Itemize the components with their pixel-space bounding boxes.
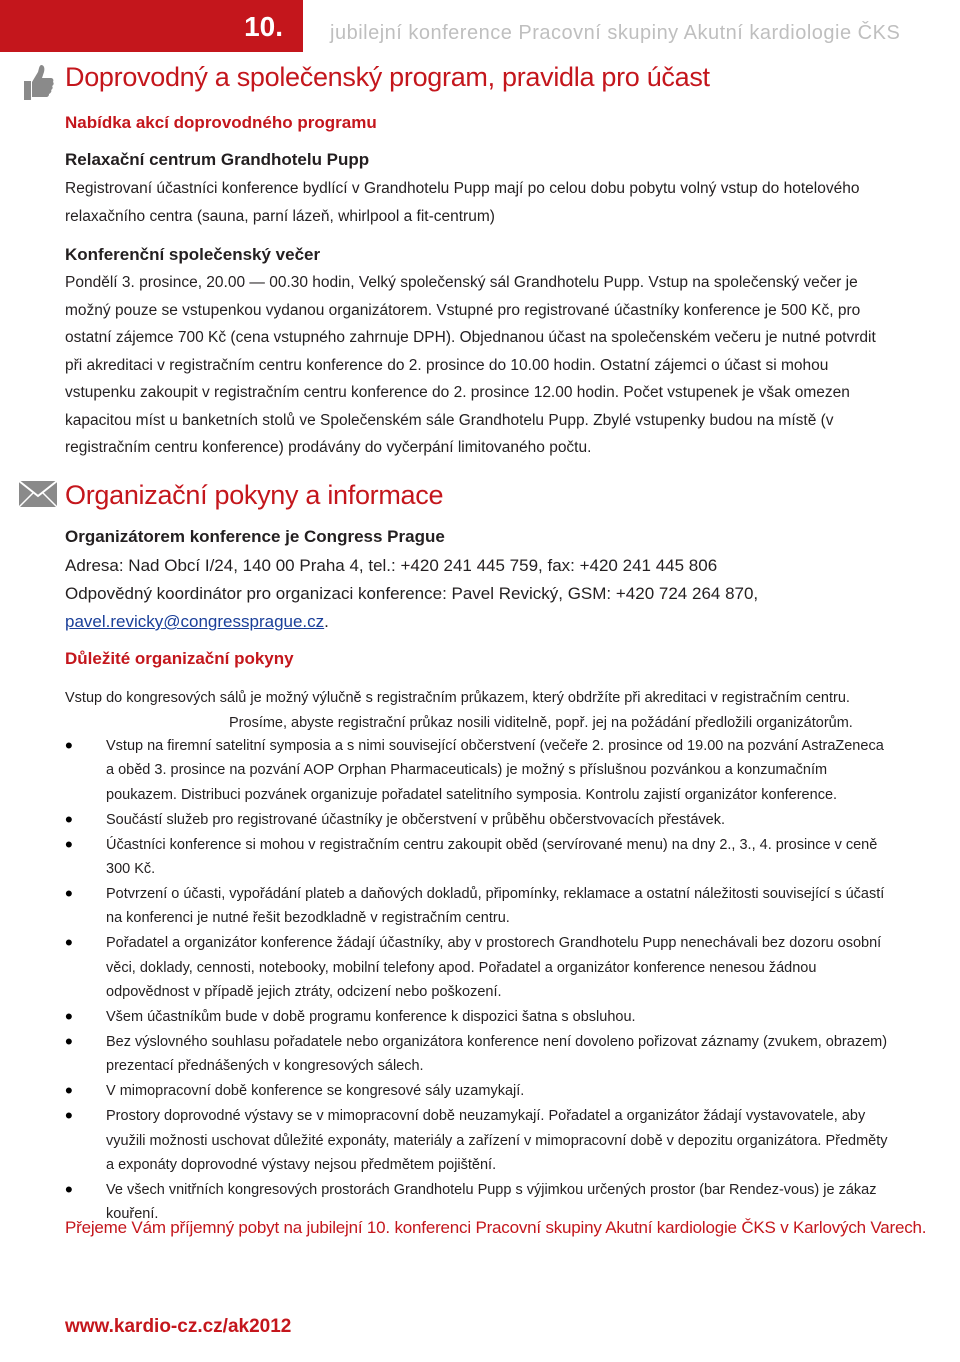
header-title: jubilejní konference Pracovní skupiny Akutní kardiologie ČKS <box>330 22 901 44</box>
list-item: • Bez výslovného souhlasu pořadatele nebo organizátora konference není dovoleno pořizovat záznamy (zvukem, obrazem) prezentací přednášených v kongresových sálech. <box>65 1030 895 1079</box>
issue-number-box <box>0 0 303 52</box>
list-item: • Ve všech vnitřních kongresových prostorách Grandhotelu Pupp s výjimkou určených prostor (bar Rendez-vous) je zákaz kouření. <box>65 1178 895 1227</box>
evening-text: Pondělí 3. prosince, 20.00 — 00.30 hodin, Velký společenský sál Grandhotelu Pupp. Vstup na společenský večer je možný pouze se vstupenkou vydanou organizátorem. Vstupné pro registrované účastníky konference je 500 Kč, pro ostatní zájemce 700 Kč (cena vstupného zahrnuje DPH). Objednanou účast na společenském večeru je nutné potvrdit při akreditaci v registračním centru konference do 2. prosince do 10.00 hodin. Ostatní zájemci o účast si mohou vstupenku zakoupit v registračním centru konference do 2. prosince 12.00 hodin. Počet vstupenek je však omezen kapacitou míst u banketních stolů ve Společenském sále Grandhotelu Pupp. Zbylé vstupenky budou na místě (v registračním centru konference) prodávány do vyčerpání limitovaného počtu. <box>65 274 876 456</box>
email-line <box>65 608 925 636</box>
subtitle-offer: Nabídka akcí doprovodného programu <box>65 113 377 132</box>
relax-text: Registrovaní účastníci konference bydlící v Grandhotelu Pupp mají po celou dobu pobytu volný vstup do hotelového relaxačního centra (sauna, parní lázeň, whirlpool a fit-centrum) <box>65 180 860 225</box>
heading-relax-centre: Relaxační centrum Grandhotelu Pupp <box>65 150 370 169</box>
section-title-program: Doprovodný a společenský program, pravidla pro účast <box>65 62 710 92</box>
address-line: Adresa: Nad Obcí I/24, 140 00 Praha 4, tel.: +420 241 445 759, fax: +420 241 445 806 <box>65 556 718 575</box>
coordinator-line: Odpovědný koordinátor pro organizaci konference: Pavel Revický, GSM: +420 724 264 870, <box>65 584 759 603</box>
list-item: • Potvrzení o účasti, vypořádání plateb a daňových dokladů, připomínky, reklamace a ostatní náležitosti související s účastí na konferenci je nutné řešit bezodkladně v registračním centru. <box>65 882 895 931</box>
heading-organizer: Organizátorem konference je Congress Prague <box>65 527 445 546</box>
closing-wish: Přejeme Vám příjemný pobyt na jubilejní 10. konferenci Pracovní skupiny Akutní kardiologie ČKS v Karlových Varech. <box>65 1218 927 1237</box>
email-suffix: . <box>324 612 329 631</box>
list-item: • V mimopracovní době konference se kongresové sály uzamykají. <box>65 1079 895 1103</box>
rules-intro <box>65 686 895 735</box>
heading-important-rules: Důležité organizační pokyny <box>65 649 294 668</box>
list-item: • Vstup na firemní satelitní symposia a s nimi související občerstvení (večeře 2. prosince od 19.00 na pozvání AstraZeneca a oběd 3. prosince na pozvání AOP Orphan Pharmaceuticals) je možný s příslušnou pozvánkou a konzumačním poukazem. Distribuci pozvánek organizuje pořadatel satelitního symposia. Kontrolu zajistí organizátor konference. <box>65 734 895 807</box>
email-link[interactable]: pavel.revicky@congressprague.cz <box>65 612 325 631</box>
list-item: • Prostory doprovodné výstavy se v mimopracovní době neuzamykají. Pořadatel a organizátor žádají vystavovatele, aby využili možnosti uschovat důležité exponáty, materiály a zařízení v mimopracovní době v depozitu organizátora. Předměty a exponáty doprovodné výstavy nejsou předmětem pojištění. <box>65 1104 895 1177</box>
footer-url[interactable]: www.kardio-cz.cz/ak2012 <box>65 1316 292 1337</box>
section-title-organization: Organizační pokyny a informace <box>65 480 444 510</box>
rules-list <box>65 734 895 1227</box>
list-item: • Účastníci konference si mohou v registračním centru zakoupit oběd (servírované menu) na dny 2., 3., 4. prosince v ceně 300 Kč. <box>65 833 895 882</box>
page-header <box>0 0 960 58</box>
list-item: • Pořadatel a organizátor konference žádají účastníky, aby v prostorech Grandhotelu Pupp nenechávali bez dozoru osobní věci, doklady, cennosti, notebooky, mobilní telefony apod. Pořadatel a organizátor konference nenesou žádnou odpovědnost v případě jejich ztráty, odcizení nebo poškození. <box>65 931 895 1004</box>
list-item: • Všem účastníkům bude v době programu konference k dispozici šatna s obsluhou. <box>65 1005 895 1029</box>
envelope-icon <box>18 480 58 508</box>
issue-number: 10. <box>244 11 283 42</box>
intro-line-2: Prosíme, abyste registrační průkaz nosili viditelně, popř. jej na požádání předložili organizátorům. <box>229 714 853 731</box>
thumbs-up-icon <box>20 64 54 102</box>
heading-social-evening: Konferenční společenský večer <box>65 245 321 264</box>
intro-line-1: Vstup do kongresových sálů je možný výlučně s registračním průkazem, který obdržíte při akreditaci v registračním centru. <box>65 690 850 706</box>
list-item: • Součástí služeb pro registrované účastníky je občerstvení v průběhu občerstvovacích přestávek. <box>65 808 895 832</box>
